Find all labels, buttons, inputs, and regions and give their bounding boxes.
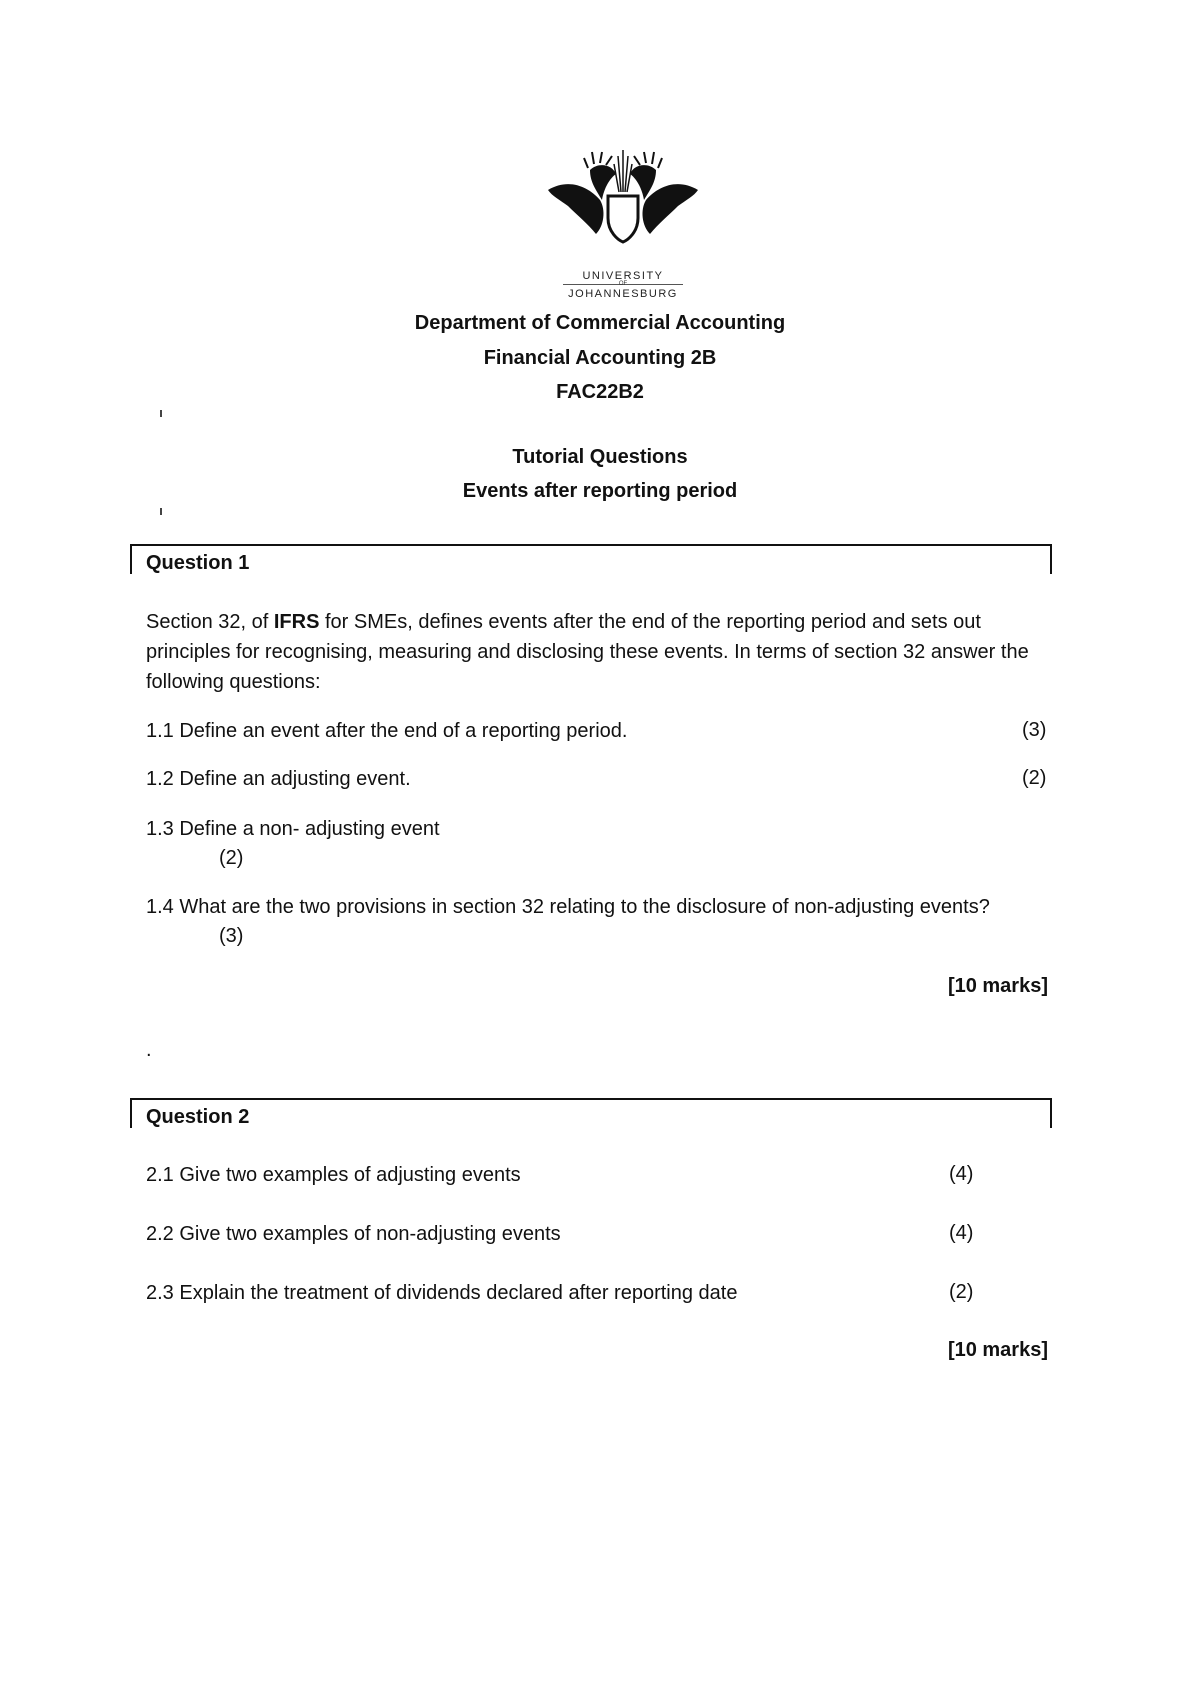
document-topic: Events after reporting period [462, 480, 738, 502]
uj-crest-icon [528, 148, 718, 248]
intro-rest: for SMEs, defines events after the end of the reporting period and sets out [319, 611, 981, 633]
intro-prefix: Section 32, of [146, 611, 274, 633]
course-title: Financial Accounting 2B [483, 347, 717, 369]
university-logo [528, 148, 718, 308]
question-1-intro-line2: principles for recognising, measuring and disclosing these events. In terms of section 32 answer the [146, 641, 1029, 663]
question-item-marks: (4) [949, 1222, 974, 1244]
intro-bold-ifrs: IFRS [273, 611, 320, 633]
question-item-marks: (3) [219, 925, 244, 947]
question-1-total-marks: [10 marks] [947, 975, 1048, 997]
question-item-marks: (2) [949, 1281, 974, 1303]
question-1-header [130, 544, 1052, 574]
question-1-title: Question 1 [146, 552, 250, 574]
question-1-intro-line1 [146, 607, 981, 637]
logo-text-johannesburg: JOHANNESBURG [568, 288, 678, 300]
question-item: 2.2 Give two examples of non-adjusting events [146, 1223, 561, 1245]
question-item-marks: (4) [949, 1163, 974, 1185]
question-item-marks: (2) [1022, 767, 1047, 789]
question-item: 1.2 Define an adjusting event. [146, 768, 411, 790]
question-item: 1.1 Define an event after the end of a reporting period. [146, 720, 628, 742]
question-item: 1.3 Define a non- adjusting event [146, 818, 440, 840]
question-item-marks: (2) [219, 847, 244, 869]
document-type: Tutorial Questions [512, 446, 688, 468]
logo-text-university: UNIVERSITY [582, 270, 664, 282]
question-2-total-marks: [10 marks] [947, 1339, 1048, 1361]
question-2-header [130, 1098, 1052, 1128]
question-item: 2.1 Give two examples of adjusting events [146, 1164, 521, 1186]
course-code: FAC22B2 [556, 381, 644, 403]
department-title: Department of Commercial Accounting [414, 312, 786, 334]
question-2-title: Question 2 [146, 1106, 250, 1128]
logo-text-of: OF [618, 281, 628, 287]
margin-tick [160, 410, 162, 417]
margin-tick [160, 508, 162, 515]
question-item-marks: (3) [1022, 719, 1047, 741]
question-item: 2.3 Explain the treatment of dividends declared after reporting date [146, 1282, 738, 1304]
separator-dot: . [146, 1039, 152, 1061]
question-1-intro-line3: following questions: [146, 671, 321, 693]
question-item: 1.4 What are the two provisions in section 32 relating to the disclosure of non-adjusting events? [146, 896, 990, 918]
